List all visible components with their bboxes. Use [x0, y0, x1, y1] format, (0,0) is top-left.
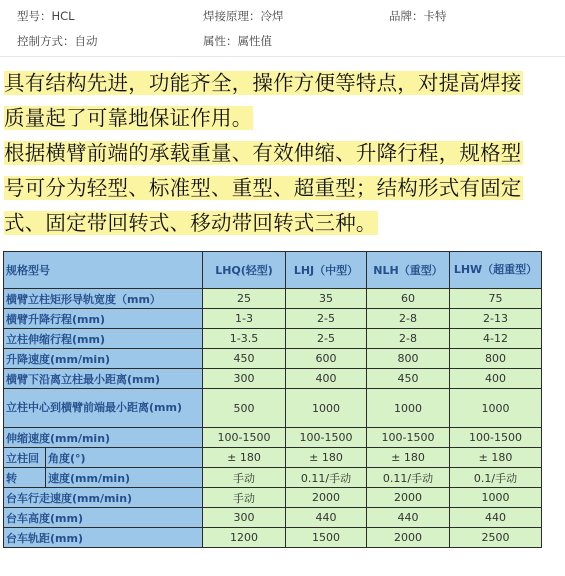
cell: 2-5 [286, 309, 367, 329]
row-label: 横臂升降行程(mm) [4, 309, 203, 329]
cell: 2000 [367, 528, 450, 548]
cell: ± 180 [286, 448, 367, 468]
cell: 2500 [450, 528, 542, 548]
header-col-nlh: NLH（重型） [367, 252, 450, 289]
cell: 450 [203, 349, 286, 369]
cell: 0.11/手动 [367, 468, 450, 488]
cell: 450 [367, 369, 450, 389]
cell: 440 [367, 508, 450, 528]
cell: 0.1/手动 [450, 468, 542, 488]
cell: 2-13 [450, 309, 542, 329]
cell: 300 [203, 508, 286, 528]
table-row [4, 349, 542, 369]
header-col-lhw: LHW（超重型） [450, 252, 542, 289]
cell: 2000 [286, 488, 367, 508]
rotation-group-label: 立柱回 [4, 448, 46, 468]
attr-principle: 焊接原理：冷焊 [203, 9, 284, 23]
cell: 35 [286, 289, 367, 309]
row-label: 台车轨距(mm) [4, 528, 203, 548]
cell: ± 180 [450, 448, 542, 468]
table-row [4, 468, 542, 488]
row-label: 角度(°) [46, 448, 203, 468]
cell: 800 [367, 349, 450, 369]
cell: 440 [450, 508, 542, 528]
cell: 500 [203, 389, 286, 428]
header-col-lhq: LHQ(轻型) [203, 252, 286, 289]
cell: 600 [286, 349, 367, 369]
description-line: 式、固定带回转式、移动带回转式三种。 [4, 211, 377, 235]
cell: 100-1500 [450, 428, 542, 448]
cell: 400 [286, 369, 367, 389]
description-line: 具有结构先进，功能齐全，操作方便等特点，对提高焊接 [4, 71, 522, 95]
table-row [4, 309, 542, 329]
row-label: 台车高度(mm) [4, 508, 203, 528]
table-header-row [4, 252, 542, 289]
cell: 手动 [203, 468, 286, 488]
description-line: 号可分为轻型、标准型、重型、超重型；结构形式有固定 [4, 176, 522, 200]
product-description [4, 66, 560, 241]
cell: 60 [367, 289, 450, 309]
row-label: 立柱中心到横臂前端最小距离(mm) [4, 389, 203, 428]
cell: 1000 [367, 389, 450, 428]
attr-brand: 品牌：卡特 [389, 9, 447, 23]
cell: 1-3.5 [203, 329, 286, 349]
row-label: 台车行走速度(mm/min) [4, 488, 203, 508]
table-row [4, 488, 542, 508]
attr-property: 属性：属性值 [203, 34, 272, 48]
rotation-group-label: 转 [4, 468, 46, 488]
cell: ± 180 [203, 448, 286, 468]
cell: 2000 [367, 488, 450, 508]
table-row [4, 389, 542, 428]
cell: 4-12 [450, 329, 542, 349]
header-col-lhj: LHJ（中型） [286, 252, 367, 289]
row-label: 立柱伸缩行程(mm) [4, 329, 203, 349]
cell: 100-1500 [286, 428, 367, 448]
row-label: 横臂立柱矩形导轨宽度（mm） [4, 289, 203, 309]
cell: 300 [203, 369, 286, 389]
attr-model: 型号：HCL [17, 9, 75, 23]
cell: 100-1500 [367, 428, 450, 448]
cell: 1000 [286, 389, 367, 428]
cell: 1-3 [203, 309, 286, 329]
cell: 800 [450, 349, 542, 369]
table-row [4, 428, 542, 448]
cell: 2-8 [367, 329, 450, 349]
cell: 75 [450, 289, 542, 309]
cell: 1500 [286, 528, 367, 548]
header-label: 规格型号 [4, 252, 203, 289]
table-row [4, 289, 542, 309]
cell: 手动 [203, 488, 286, 508]
table-row [4, 329, 542, 349]
row-label: 横臂下沿离立柱最小距离(mm) [4, 369, 203, 389]
cell: ± 180 [367, 448, 450, 468]
cell: 2-8 [367, 309, 450, 329]
table-row [4, 508, 542, 528]
table-row [4, 528, 542, 548]
row-label: 速度(mm/min) [46, 468, 203, 488]
cell: 1200 [203, 528, 286, 548]
cell: 100-1500 [203, 428, 286, 448]
table-row [4, 369, 542, 389]
spec-table [3, 251, 542, 548]
cell: 0.11/手动 [286, 468, 367, 488]
cell: 1000 [450, 389, 542, 428]
product-attributes [0, 0, 565, 57]
cell: 25 [203, 289, 286, 309]
row-label: 伸缩速度(mm/min) [4, 428, 203, 448]
description-line: 根据横臂前端的承载重量、有效伸缩、升降行程，规格型 [4, 141, 522, 165]
cell: 1000 [450, 488, 542, 508]
table-row [4, 448, 542, 468]
cell: 400 [450, 369, 542, 389]
attr-control: 控制方式：自动 [17, 34, 98, 48]
row-label: 升降速度(mm/min) [4, 349, 203, 369]
cell: 2-5 [286, 329, 367, 349]
description-line: 质量起了可靠地保证作用。 [4, 106, 253, 130]
cell: 440 [286, 508, 367, 528]
